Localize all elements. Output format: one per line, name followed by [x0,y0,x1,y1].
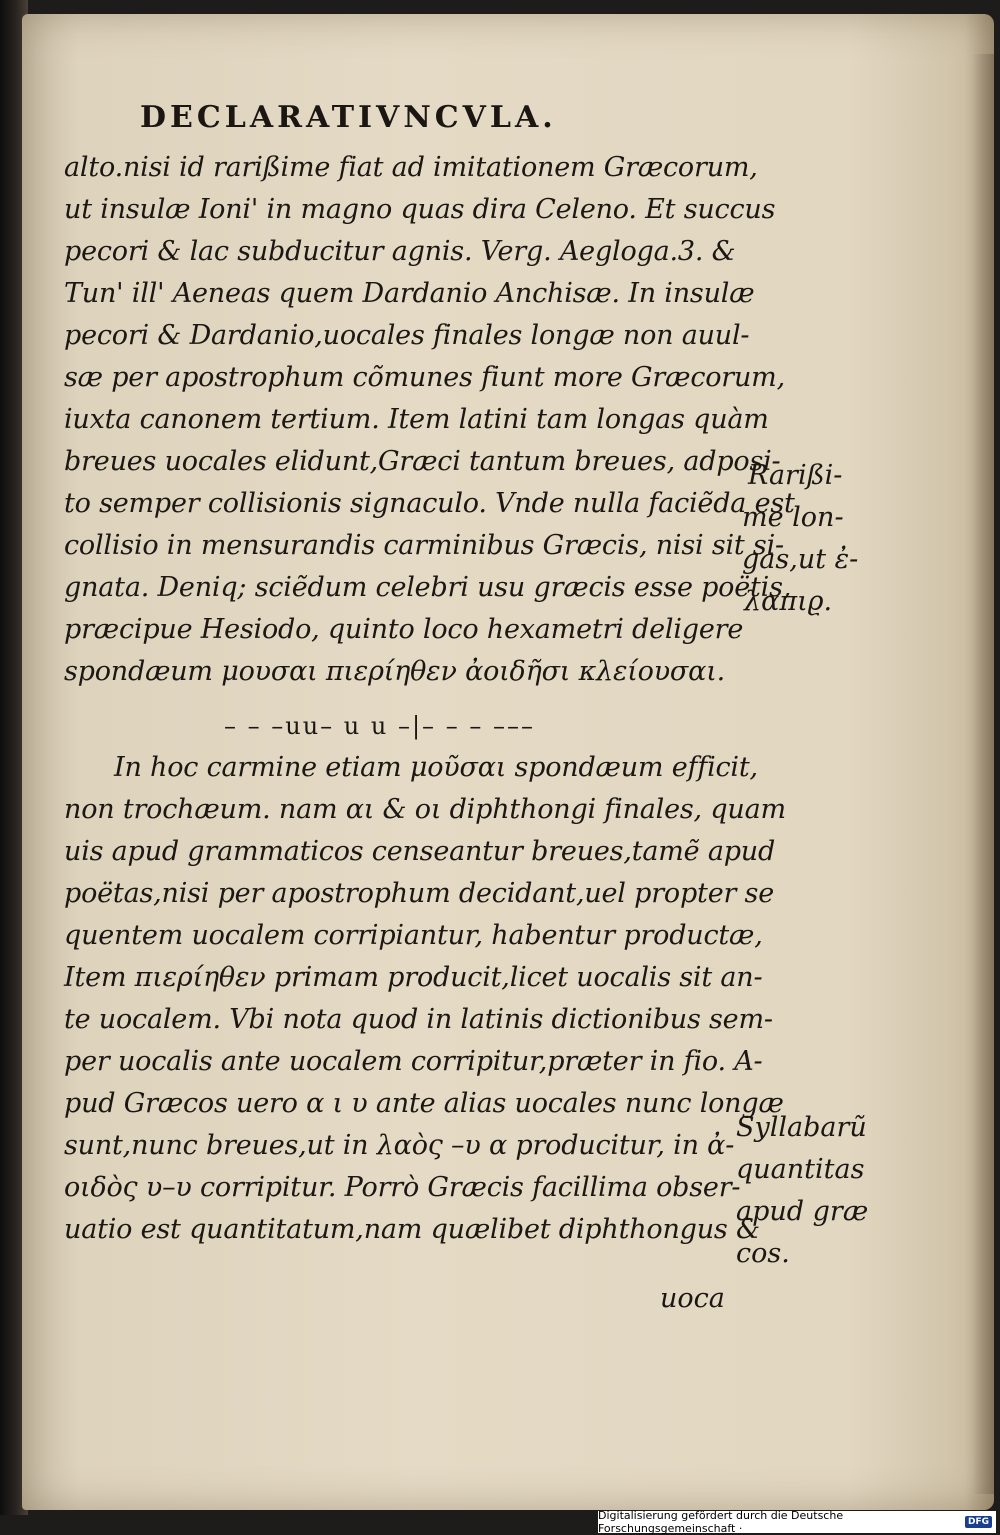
text-line: non trochæum. nam αι & οι diphthongi finales, quam [64,794,786,825]
text-line: sunt,nunc breues,ut in λαὸς –υ α producitur, in ἀ- [64,1130,735,1161]
margin-note: quantitas [736,1154,865,1185]
text-line: te uocalem. Vbi nota quod in latinis dictionibus sem- [64,1004,773,1035]
text-line: uis apud grammaticos censeantur breues,tamẽ apud [64,836,776,867]
page-edge-shadow [972,54,994,1494]
text-line: to semper collisionis signaculo. Vnde nulla faciẽda est [64,488,795,519]
text-line: collisio in mensurandis carminibus Græcis, nisi sit si- [64,530,784,561]
catchword: uoca [660,1283,725,1314]
text-line: per uocalis ante uocalem corripitur,præter in fio. A- [64,1046,763,1077]
footer-text: Digitalisierung gefördert durch die Deutsche Forschungsgemeinschaft · [598,1509,844,1535]
text-line: In hoc carmine etiam μοῦσαι spondæum efficit, [114,752,758,783]
text-line: alto.nisi id rarißime fiat ad imitationem Græcorum, [64,152,758,183]
text-line: pecori & Dardanio,uocales finales longæ non auul- [64,320,750,351]
margin-note: λαπιϱ. [744,586,833,617]
text-line: ut insulæ Ioni' in magno quas dira Celeno. Et succus [64,194,776,225]
text-line: breues uocales elidunt,Græci tantum breues, adposi- [64,446,781,477]
text-line: quentem uocalem corripiantur, habentur productæ, [64,920,763,951]
text-line: gnata. Deniq; sciẽdum celebri usu græcis esse poëtis, [64,572,792,603]
digitization-footer [598,1511,996,1533]
margin-note: gas,ut ἐ- [742,544,859,575]
scansion-line: – – –uu– u u –|– – – ––– [224,712,535,740]
text-line: præcipue Hesiodo, quinto loco hexametri deligere [64,614,744,645]
dfg-logo-icon: DFG [965,1516,992,1528]
text-line: iuxta canonem tertium. Item latini tam longas quàm [64,404,769,435]
margin-note: cos. [736,1238,790,1269]
text-line: spondæum μουσαι πιερίηθεν ἀοιδῆσι κλείουσαι. [64,656,725,687]
text-line: οιδὸς υ–υ corripitur. Porrò Græcis facillima obser- [64,1172,741,1203]
text-line: pecori & lac subducitur agnis. Verg. Aegloga.3. & [64,236,736,267]
margin-note: apud græ [736,1196,869,1227]
margin-note: me lon- [742,502,844,533]
margin-note: Syllabarũ [736,1112,867,1143]
running-header: DECLARATIVNCVLA. [140,100,557,135]
text-line: uatio est quantitatum,nam quælibet diphthongus & [64,1214,760,1245]
text-line: poëtas,nisi per apostrophum decidant,uel propter se [64,878,774,909]
text-line: pud Græcos uero α ι υ ante alias uocales nunc longæ [64,1088,784,1119]
margin-note: Rarißi- [748,460,843,491]
text-line: Tun' ill' Aeneas quem Dardanio Anchisæ. In insulæ [64,278,755,309]
text-line: Item πιερίηθεν primam producit,licet uocalis sit an- [64,962,763,993]
text-line: sæ per apostrophum cõmunes fiunt more Græcorum, [64,362,785,393]
